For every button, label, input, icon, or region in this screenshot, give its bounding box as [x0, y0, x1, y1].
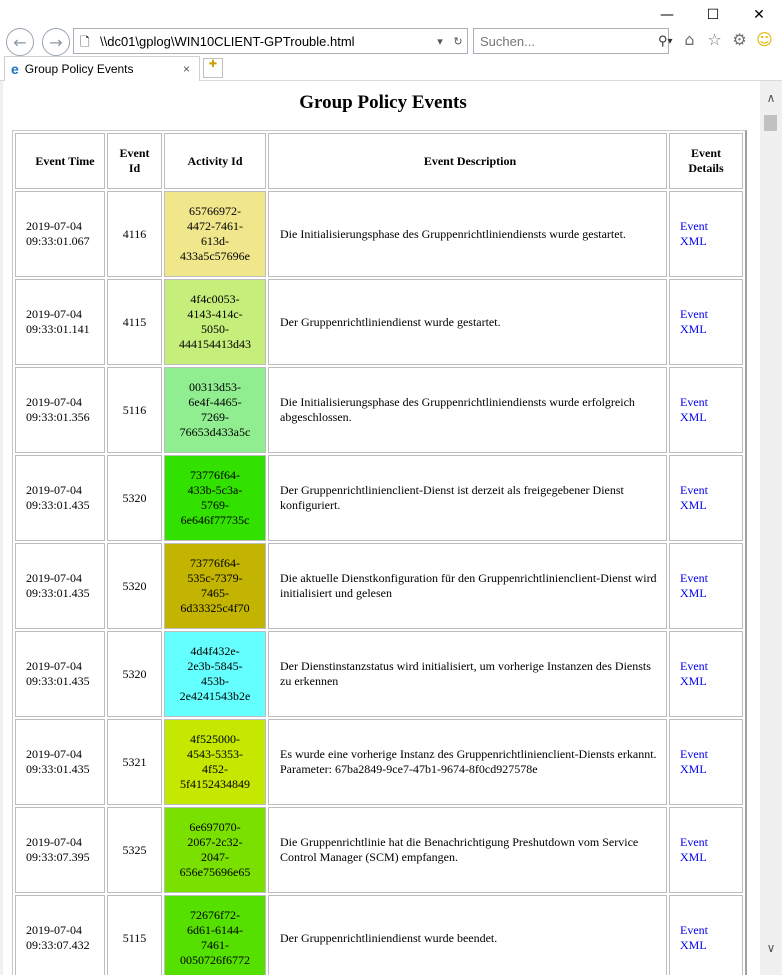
activity-id-part: 0050726f6772	[180, 953, 250, 967]
activity-id-part: 73776f64-	[190, 468, 240, 482]
activity-id-cell	[164, 807, 266, 893]
header-event-details	[669, 133, 743, 189]
event-link-text: Event	[680, 835, 708, 849]
table-header-row	[15, 133, 743, 189]
tab-group-policy-events[interactable]	[4, 56, 200, 81]
activity-id-part: 7269-	[201, 410, 229, 424]
activity-id-cell	[164, 895, 266, 975]
browser-toolbar	[0, 24, 782, 56]
activity-id-part: 6e4f-4465-	[188, 395, 242, 409]
tab-close-icon[interactable]: ×	[183, 62, 191, 76]
event-xml-link[interactable]	[680, 395, 742, 425]
activity-id-part: 65766972-	[189, 204, 241, 218]
xml-link-text: XML	[680, 850, 707, 864]
event-id-cell: 5320	[107, 543, 162, 629]
event-time-cell	[15, 455, 105, 541]
event-xml-link[interactable]	[680, 835, 742, 865]
event-description-cell: Die aktuelle Dienstkonfiguration für den Gruppenrichtlinienclient-Dienst wird initialisiert und gelesen	[268, 543, 667, 629]
address-url[interactable]: \\dc01\gplog\WIN10CLIENT-GPTrouble.html	[100, 33, 355, 49]
back-button[interactable]	[6, 28, 34, 56]
search-icon[interactable]: ⚲	[658, 33, 668, 48]
table-row	[15, 719, 743, 805]
event-date: 2019-07-04	[26, 659, 82, 673]
event-time: 09:33:01.141	[26, 322, 90, 336]
event-xml-link[interactable]	[680, 571, 742, 601]
event-details-cell	[669, 543, 743, 629]
activity-id-part: 535c-7379-	[187, 571, 243, 585]
event-link-text: Event	[680, 219, 708, 233]
event-id-cell: 5115	[107, 895, 162, 975]
xml-link-text: XML	[680, 586, 707, 600]
event-link-text: Event	[680, 747, 708, 761]
toolbar-icons	[680, 30, 774, 49]
xml-link-text: XML	[680, 762, 707, 776]
event-date: 2019-07-04	[26, 483, 82, 497]
event-description-cell: Der Gruppenrichtliniendienst wurde beendet.	[268, 895, 667, 975]
xml-link-text: XML	[680, 234, 707, 248]
activity-id-part: 6e697070-	[189, 820, 241, 834]
event-id-cell: 5321	[107, 719, 162, 805]
event-date: 2019-07-04	[26, 307, 82, 321]
activity-id-part: 2e3b-5845-	[187, 659, 243, 673]
activity-id-part: 4f525000-	[190, 732, 240, 746]
vertical-scrollbar[interactable]	[760, 81, 782, 975]
event-details-cell	[669, 719, 743, 805]
table-row	[15, 455, 743, 541]
tab-bar	[0, 56, 782, 81]
table-row	[15, 543, 743, 629]
event-details-cell	[669, 455, 743, 541]
page-icon: 🗋	[80, 35, 90, 49]
search-dropdown-icon[interactable]: ▾	[667, 35, 673, 47]
event-id-cell: 4116	[107, 191, 162, 277]
forward-arrow-icon: →	[49, 32, 63, 52]
activity-id-cell	[164, 631, 266, 717]
event-time-cell	[15, 279, 105, 365]
address-dropdown-icon[interactable]: ▾	[437, 35, 443, 48]
search-box[interactable]	[473, 28, 673, 54]
event-description-cell: Der Gruppenrichtliniendienst wurde gestartet.	[268, 279, 667, 365]
settings-gear-icon[interactable]: ⚙	[732, 30, 747, 49]
event-date: 2019-07-04	[26, 571, 82, 585]
scroll-up-icon[interactable]: ∧	[766, 91, 776, 105]
events-table	[12, 130, 747, 975]
header-event-time: Event Time	[15, 133, 105, 189]
feedback-smiley-icon[interactable]: ☺	[756, 30, 773, 49]
table-row	[15, 807, 743, 893]
activity-id-part: 5769-	[201, 498, 229, 512]
ie-logo-icon: e	[11, 61, 19, 77]
event-time: 09:33:01.435	[26, 586, 90, 600]
event-xml-link[interactable]	[680, 747, 742, 777]
event-description-cell: Die Initialisierungsphase des Gruppenrichtliniendiensts wurde gestartet.	[268, 191, 667, 277]
home-icon[interactable]: ⌂	[684, 30, 695, 49]
xml-link-text: XML	[680, 410, 707, 424]
table-row	[15, 279, 743, 365]
xml-link-text: XML	[680, 498, 707, 512]
event-description-cell: Die Gruppenrichtlinie hat die Benachrichtigung Preshutdown vom Service Control Manager (SCM) empfangen.	[268, 807, 667, 893]
activity-id-part: 4472-7461-	[187, 219, 243, 233]
event-time: 09:33:01.067	[26, 234, 90, 248]
activity-id-part: 613d-	[201, 234, 229, 248]
event-details-cell	[669, 367, 743, 453]
event-link-text: Event	[680, 659, 708, 673]
event-time: 09:33:07.432	[26, 938, 90, 952]
event-id-cell: 5320	[107, 455, 162, 541]
activity-id-part: 00313d53-	[189, 380, 241, 394]
event-details-cell	[669, 279, 743, 365]
refresh-icon[interactable]: ↻	[453, 35, 463, 48]
event-details-cell	[669, 631, 743, 717]
event-link-text: Event	[680, 307, 708, 321]
table-row	[15, 895, 743, 975]
event-time: 09:33:01.435	[26, 498, 90, 512]
activity-id-part: 7465-	[201, 586, 229, 600]
event-time-cell	[15, 807, 105, 893]
event-xml-link[interactable]	[680, 219, 742, 249]
tab-title: Group Policy Events	[24, 62, 134, 76]
event-time-cell	[15, 543, 105, 629]
event-id-cell: 5320	[107, 631, 162, 717]
event-date: 2019-07-04	[26, 747, 82, 761]
activity-id-part: 76653d433a5c	[179, 425, 251, 439]
activity-id-part: 444154413d43	[179, 337, 251, 351]
activity-id-part: 4543-5353-	[187, 747, 243, 761]
activity-id-part: 73776f64-	[190, 556, 240, 570]
event-details-cell	[669, 895, 743, 975]
header-event-id-label: Event Id	[119, 146, 150, 175]
activity-id-part: 433b-5c3a-	[187, 483, 243, 497]
event-time-cell	[15, 191, 105, 277]
table-row	[15, 631, 743, 717]
page-title: Group Policy Events	[299, 92, 467, 113]
event-date: 2019-07-04	[26, 835, 82, 849]
event-xml-link[interactable]	[680, 923, 742, 953]
event-description-cell: Die Initialisierungsphase des Gruppenrichtliniendiensts wurde erfolgreich abgeschlossen.	[268, 367, 667, 453]
activity-id-part: 4d4f432e-	[190, 644, 240, 658]
activity-id-part: 2067-2c32-	[187, 835, 243, 849]
event-date: 2019-07-04	[26, 923, 82, 937]
close-button[interactable]: ✕	[753, 7, 765, 23]
activity-id-cell	[164, 455, 266, 541]
address-bar[interactable]	[73, 28, 468, 54]
scroll-down-icon[interactable]: ∨	[766, 941, 776, 955]
activity-id-part: 5f4152434849	[180, 777, 250, 791]
event-link-text: Event	[680, 571, 708, 585]
scroll-thumb[interactable]	[764, 115, 777, 131]
event-id-cell: 4115	[107, 279, 162, 365]
table-row	[15, 191, 743, 277]
xml-link-text: XML	[680, 938, 707, 952]
event-time-cell	[15, 367, 105, 453]
event-time-cell	[15, 631, 105, 717]
event-description-cell: Es wurde eine vorherige Instanz des Gruppenrichtlinienclient-Diensts erkannt. Parameter: 67ba2849-9ce7-47b1-9674-8f0cd927578e	[268, 719, 667, 805]
activity-id-part: 4143-414c-	[187, 307, 243, 321]
activity-id-cell	[164, 367, 266, 453]
event-description-cell: Der Dienstinstanzstatus wird initialisiert, um vorherige Instanzen des Diensts zu erkennen	[268, 631, 667, 717]
activity-id-part: 453b-	[201, 674, 229, 688]
event-id-cell: 5116	[107, 367, 162, 453]
event-details-cell	[669, 191, 743, 277]
header-event-details-label: Event Details	[688, 146, 724, 175]
back-arrow-icon: ←	[13, 32, 27, 52]
event-time: 09:33:01.435	[26, 762, 90, 776]
activity-id-part: 2047-	[201, 850, 229, 864]
header-activity-id: Activity Id	[164, 133, 266, 189]
table-row	[15, 367, 743, 453]
event-xml-link[interactable]	[680, 659, 742, 689]
activity-id-cell	[164, 279, 266, 365]
activity-id-part: 2e4241543b2e	[179, 689, 251, 703]
event-xml-link[interactable]	[680, 483, 742, 513]
activity-id-part: 4f52-	[202, 762, 228, 776]
activity-id-part: 5050-	[201, 322, 229, 336]
activity-id-cell	[164, 543, 266, 629]
activity-id-part: 433a5c57696e	[180, 249, 250, 263]
event-time-cell	[15, 719, 105, 805]
event-link-text: Event	[680, 923, 708, 937]
header-event-description: Event Description	[268, 133, 667, 189]
forward-button[interactable]	[42, 28, 70, 56]
event-date: 2019-07-04	[26, 219, 82, 233]
activity-id-part: 6d61-6144-	[187, 923, 243, 937]
minimize-button[interactable]: —	[660, 7, 674, 23]
activity-id-part: 6d33325c4f70	[180, 601, 250, 615]
event-description-cell: Der Gruppenrichtlinienclient-Dienst ist derzeit als freigegebener Dienst konfiguriert.	[268, 455, 667, 541]
favorites-star-icon[interactable]: ☆	[707, 30, 722, 49]
event-link-text: Event	[680, 483, 708, 497]
activity-id-part: 6e646f77735c	[180, 513, 250, 527]
event-xml-link[interactable]	[680, 307, 742, 337]
event-link-text: Event	[680, 395, 708, 409]
event-time: 09:33:01.356	[26, 410, 90, 424]
event-details-cell	[669, 807, 743, 893]
page-content	[0, 81, 760, 975]
activity-id-part: 7461-	[201, 938, 229, 952]
activity-id-cell	[164, 719, 266, 805]
search-input[interactable]	[474, 33, 658, 50]
activity-id-part: 72676f72-	[190, 908, 240, 922]
event-date: 2019-07-04	[26, 395, 82, 409]
event-time: 09:33:01.435	[26, 674, 90, 688]
xml-link-text: XML	[680, 674, 707, 688]
new-tab-button[interactable]	[203, 58, 223, 78]
header-event-id	[107, 133, 162, 189]
event-time: 09:33:07.395	[26, 850, 90, 864]
xml-link-text: XML	[680, 322, 707, 336]
activity-id-part: 656e75696e65	[179, 865, 251, 879]
event-id-cell: 5325	[107, 807, 162, 893]
new-tab-icon: ✚	[208, 59, 218, 70]
maximize-button[interactable]: ☐	[706, 7, 720, 23]
activity-id-part: 4f4c0053-	[190, 292, 240, 306]
activity-id-cell	[164, 191, 266, 277]
event-time-cell	[15, 895, 105, 975]
